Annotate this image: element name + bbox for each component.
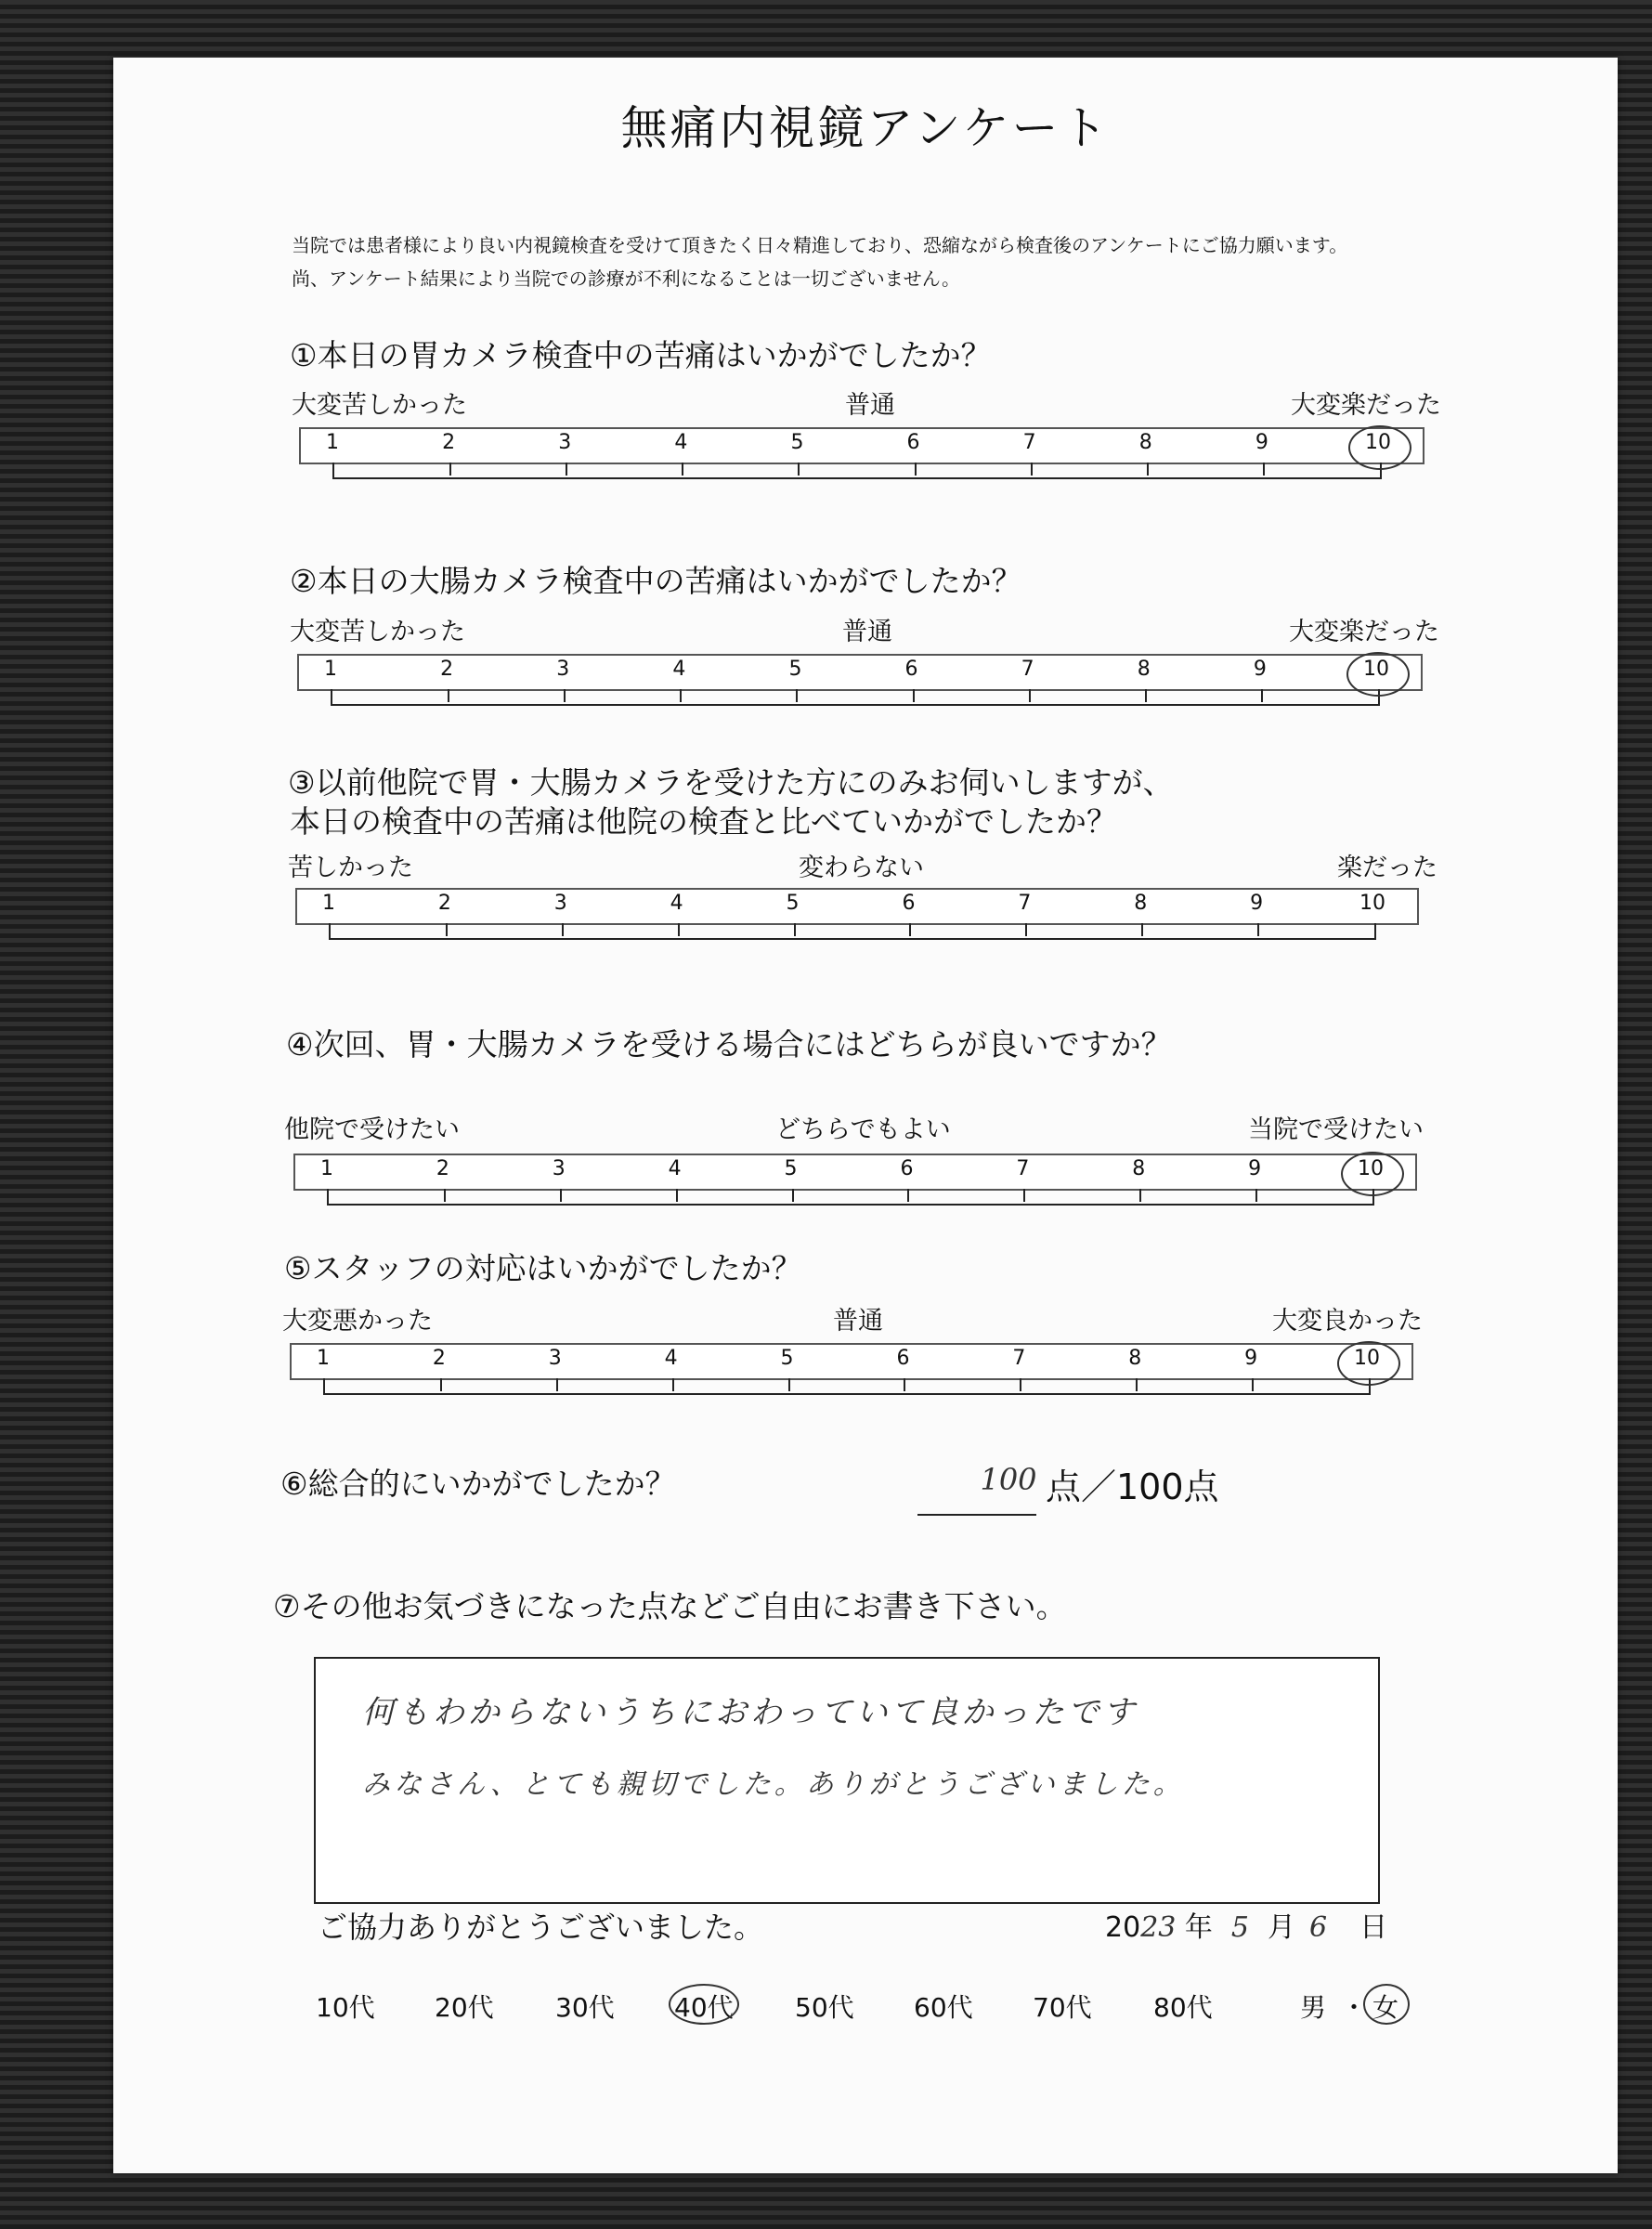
scale-tick	[796, 689, 798, 702]
scale-tick	[788, 1378, 790, 1391]
scale-tick	[678, 923, 680, 936]
scale-option-8[interactable]: 8	[1138, 431, 1152, 454]
scale-option-8[interactable]: 8	[1134, 892, 1148, 915]
scale-option-2[interactable]: 2	[436, 1157, 449, 1180]
scale-option-7[interactable]: 7	[1012, 1347, 1026, 1370]
q1-answer-circle-mark	[1348, 425, 1411, 470]
scale-tick	[1023, 1189, 1025, 1202]
scale-option-7[interactable]: 7	[1018, 892, 1032, 915]
scale-tick	[1025, 923, 1027, 936]
scale-tick	[448, 689, 449, 702]
q4-left-label: 他院で受けたい	[284, 1115, 460, 1144]
scale-tick	[444, 1189, 446, 1202]
date-field	[1105, 1904, 1387, 1945]
age-60s[interactable]: 60代	[914, 1992, 973, 2023]
q3-right-label: 楽だった	[1337, 854, 1437, 882]
page-title: 無痛内視鏡アンケート	[620, 101, 1111, 155]
scale-option-4[interactable]: 4	[674, 431, 688, 454]
question-7-text: ⑦その他お気づきになった点などご自由にお書き下さい。	[273, 1588, 1067, 1624]
scale-option-6[interactable]: 6	[896, 1347, 910, 1370]
date-year-prefix: 20	[1105, 1911, 1141, 1944]
scale-option-2[interactable]: 2	[437, 892, 451, 915]
scale-option-1[interactable]: 1	[317, 1347, 330, 1370]
scale-option-4[interactable]: 4	[664, 1347, 678, 1370]
scale-option-5[interactable]: 5	[788, 658, 802, 681]
scale-option-8[interactable]: 8	[1128, 1347, 1142, 1370]
scale-option-6[interactable]: 6	[902, 892, 916, 915]
q5-scale-axis	[323, 1378, 1371, 1395]
survey-sheet	[113, 58, 1618, 2173]
gender-separator: ・	[1341, 1992, 1368, 2023]
q3-scale-axis	[329, 923, 1376, 940]
q2-answer-circle-mark	[1346, 652, 1410, 697]
scale-option-2[interactable]: 2	[432, 1347, 446, 1370]
q6-score-value[interactable]: 100	[980, 1462, 1037, 1497]
scale-tick	[1141, 923, 1143, 936]
scale-option-7[interactable]: 7	[1021, 658, 1034, 681]
scale-option-3[interactable]: 3	[553, 892, 567, 915]
question-3-text: ③以前他院で胃・大腸カメラを受けた方にのみお伺いしますが、	[288, 764, 1174, 801]
q1-scale-axis	[332, 463, 1382, 479]
scale-tick	[1255, 1189, 1257, 1202]
q1-right-label: 大変楽だった	[1291, 391, 1441, 420]
scale-option-8[interactable]: 8	[1132, 1157, 1146, 1180]
scale-option-6[interactable]: 6	[900, 1157, 914, 1180]
q2-scale-axis	[331, 689, 1380, 706]
q2-mid-label: 普通	[842, 618, 892, 646]
scale-option-3[interactable]: 3	[558, 431, 572, 454]
scale-option-8[interactable]: 8	[1137, 658, 1151, 681]
scale-tick	[909, 923, 911, 936]
date-year-hand[interactable]: 23	[1140, 1911, 1177, 1944]
q6-score-underline	[917, 1514, 1036, 1516]
scale-tick	[446, 923, 448, 936]
scale-option-9[interactable]: 9	[1255, 431, 1268, 454]
scale-option-10[interactable]: 10	[1365, 431, 1391, 454]
date-day-label: 日	[1359, 1911, 1388, 1944]
scale-tick	[792, 1189, 794, 1202]
scale-tick	[1031, 463, 1033, 476]
question-6-text: ⑥総合的にいかがでしたか？	[280, 1466, 676, 1502]
gender-female-circle-mark	[1363, 1984, 1410, 2025]
scale-option-4[interactable]: 4	[668, 1157, 682, 1180]
scale-option-2[interactable]: 2	[442, 431, 456, 454]
scale-tick	[562, 923, 564, 936]
scale-tick	[794, 923, 796, 936]
intro-line-2: 尚、アンケート結果により当院での診療が不利になることは一切ございません。	[292, 267, 960, 290]
scale-option-7[interactable]: 7	[1016, 1157, 1030, 1180]
comment-line-2: みなさん、とても親切でした。ありがとうございました。	[362, 1768, 1185, 1801]
q2-right-label: 大変楽だった	[1289, 618, 1439, 646]
scale-option-1[interactable]: 1	[322, 892, 335, 915]
scale-option-9[interactable]: 9	[1253, 658, 1267, 681]
scale-option-3[interactable]: 3	[556, 658, 570, 681]
scale-tick	[1147, 463, 1149, 476]
scale-option-4[interactable]: 4	[670, 892, 683, 915]
age-10s[interactable]: 10代	[316, 1992, 375, 2023]
scale-tick	[1029, 689, 1031, 702]
scale-tick	[564, 689, 566, 702]
q6-score-suffix: 点／100点	[1046, 1466, 1219, 1507]
scale-tick	[1145, 689, 1147, 702]
q4-scale-axis	[327, 1189, 1374, 1206]
date-month[interactable]: 5	[1230, 1911, 1250, 1944]
scale-tick	[560, 1189, 562, 1202]
scale-option-1[interactable]: 1	[320, 1157, 333, 1180]
scale-tick	[1136, 1378, 1138, 1391]
scale-tick	[915, 463, 917, 476]
question-3-text-2: 本日の検査中の苦痛は他院の検査と比べていかがでしたか？	[290, 803, 1117, 840]
q2-left-label: 大変苦しかった	[290, 618, 465, 646]
scale-tick	[1020, 1378, 1021, 1391]
scale-tick	[680, 689, 682, 702]
q3-mid-label: 変わらない	[799, 854, 924, 882]
scale-option-7[interactable]: 7	[1022, 431, 1036, 454]
scale-option-10[interactable]: 10	[1354, 1347, 1380, 1370]
scale-tick	[1261, 689, 1263, 702]
scale-tick	[676, 1189, 678, 1202]
q5-left-label: 大変悪かった	[282, 1307, 433, 1336]
age-30s[interactable]: 30代	[555, 1992, 615, 2023]
q1-left-label: 大変苦しかった	[292, 391, 467, 420]
scale-tick	[913, 689, 915, 702]
scale-tick	[682, 463, 683, 476]
gender-female[interactable]: 女	[1372, 1992, 1399, 2023]
scale-option-5[interactable]: 5	[780, 1347, 794, 1370]
question-2-text: ②本日の大腸カメラ検査中の苦痛はいかがでしたか？	[290, 563, 1022, 599]
q3-left-label: 苦しかった	[288, 854, 413, 882]
scale-tick	[672, 1378, 674, 1391]
age-80s[interactable]: 80代	[1153, 1992, 1213, 2023]
scale-option-6[interactable]: 6	[904, 658, 918, 681]
thanks-text: ご協力ありがとうございました。	[318, 1910, 764, 1945]
scale-option-1[interactable]: 1	[324, 658, 337, 681]
age-70s[interactable]: 70代	[1033, 1992, 1092, 2023]
scale-tick	[798, 463, 800, 476]
scale-option-10[interactable]: 10	[1358, 1157, 1384, 1180]
scale-option-9[interactable]: 9	[1250, 892, 1264, 915]
scale-option-4[interactable]: 4	[672, 658, 686, 681]
scale-tick	[449, 463, 451, 476]
scale-tick	[1252, 1378, 1254, 1391]
scale-option-10[interactable]: 10	[1359, 892, 1385, 915]
scale-tick	[1139, 1189, 1141, 1202]
scale-tick	[440, 1378, 442, 1391]
q4-right-label: 当院で受けたい	[1248, 1115, 1424, 1144]
q5-answer-circle-mark	[1337, 1341, 1400, 1386]
q4-mid-label: どちらでもよい	[775, 1115, 951, 1144]
scale-option-5[interactable]: 5	[784, 1157, 798, 1180]
q1-mid-label: 普通	[845, 391, 895, 420]
scale-tick	[556, 1378, 558, 1391]
q5-right-label: 大変良かった	[1272, 1307, 1423, 1336]
scale-option-5[interactable]: 5	[786, 892, 800, 915]
scale-option-3[interactable]: 3	[548, 1347, 562, 1370]
scale-tick	[566, 463, 567, 476]
question-1-text: ①本日の胃カメラ検査中の苦痛はいかがでしたか？	[290, 337, 992, 373]
date-month-label: 月	[1268, 1911, 1296, 1944]
scale-tick	[1263, 463, 1265, 476]
date-day[interactable]: 6	[1309, 1911, 1328, 1944]
scale-option-3[interactable]: 3	[552, 1157, 566, 1180]
scale-option-2[interactable]: 2	[440, 658, 454, 681]
scale-tick	[1257, 923, 1259, 936]
comment-line-1: 何もわからないうちにおわっていて良かったです	[362, 1694, 1138, 1731]
intro-line-1: 当院では患者様により良い内視鏡検査を受けて頂きたく日々精進しており、恐縮ながら検査後のアンケートにご協力願います。	[292, 234, 1348, 256]
comment-box[interactable]	[314, 1657, 1380, 1904]
age-20s[interactable]: 20代	[435, 1992, 494, 2023]
scale-tick	[904, 1378, 905, 1391]
q5-mid-label: 普通	[833, 1307, 883, 1336]
scale-option-9[interactable]: 9	[1248, 1157, 1262, 1180]
scale-option-10[interactable]: 10	[1363, 658, 1389, 681]
age-40s[interactable]: 40代	[674, 1992, 734, 2023]
question-5-text: ⑤スタッフの対応はいかがでしたか？	[284, 1250, 802, 1286]
q4-answer-circle-mark	[1341, 1152, 1404, 1196]
scale-tick	[907, 1189, 909, 1202]
age-50s[interactable]: 50代	[795, 1992, 854, 2023]
age-40s-circle-mark	[669, 1984, 739, 2025]
date-year-label: 年	[1184, 1911, 1213, 1944]
question-4-text: ④次回、胃・大腸カメラを受ける場合にはどちらが良いですか？	[286, 1026, 1172, 1062]
scale-option-6[interactable]: 6	[906, 431, 920, 454]
scale-option-9[interactable]: 9	[1244, 1347, 1258, 1370]
gender-male[interactable]: 男	[1300, 1992, 1327, 2023]
scale-option-5[interactable]: 5	[790, 431, 804, 454]
scale-option-1[interactable]: 1	[326, 431, 339, 454]
